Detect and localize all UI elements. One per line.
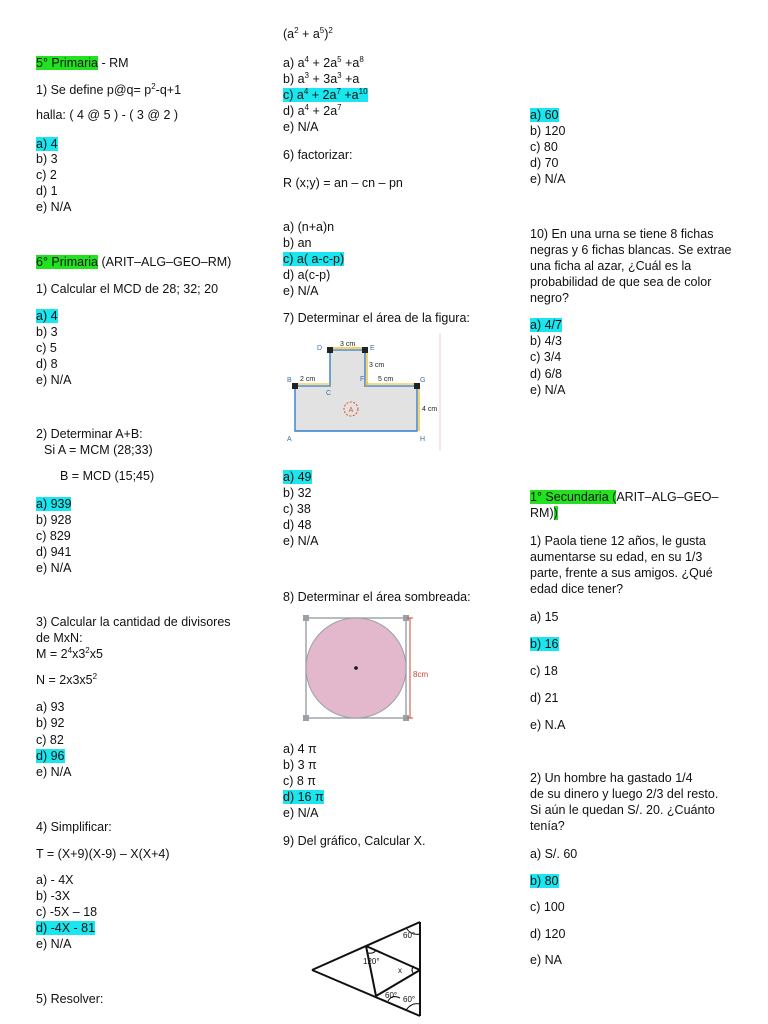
svg-text:F: F — [360, 376, 365, 383]
option: b) $a^3 + 3a^3 +a$ — [283, 70, 360, 86]
option: d) 941 — [36, 545, 72, 559]
question-text: $N = 2x3x5^2$ — [36, 671, 98, 687]
option: e) NA — [530, 953, 562, 967]
question-text: 4) Simplificar: — [36, 820, 112, 834]
option: b) 32 — [283, 486, 312, 500]
option: e) N/A — [530, 383, 566, 397]
option: e) N/A — [283, 284, 319, 298]
question-text: de su dinero y luego 2/3 del resto. — [530, 787, 719, 801]
question-text: negro? — [530, 291, 569, 305]
option: a) 4 — [36, 309, 58, 323]
expression: $(a^2 + a^5)^2$ — [283, 25, 333, 41]
option: d) 96 — [36, 749, 65, 763]
question-text: 3) Calcular la cantidad de divisores — [36, 615, 231, 629]
question-text: 8) Determinar el área sombreada: — [283, 590, 471, 604]
option: b) 3 π — [283, 758, 317, 772]
question-text: 1) Se define p@q= $p^2-q+1$ — [36, 81, 182, 97]
option: a) - 4X — [36, 873, 74, 887]
fig-right-label: 5 cm — [378, 376, 394, 383]
option: b) 16 — [530, 637, 559, 651]
option: a) S/. 60 — [530, 847, 578, 861]
svg-text:G: G — [420, 377, 426, 384]
option: c) 18 — [530, 664, 558, 678]
option: b) 120 — [530, 124, 566, 138]
svg-text:E: E — [370, 345, 375, 352]
question-text: R (x;y) = an – cn – pn — [283, 176, 403, 190]
option: a) $a^4 + 2a^5 +a^8$ — [283, 54, 364, 70]
heading-1-secundaria-cont: RM)) — [530, 506, 558, 520]
option: d) 16 π — [283, 790, 324, 804]
svg-text:D: D — [317, 345, 323, 352]
circle-square-figure — [300, 612, 435, 724]
fig-left-label: 2 cm — [300, 376, 316, 383]
option: a) 60 — [530, 108, 559, 122]
fig-height-label: 4 cm — [422, 406, 438, 413]
svg-text:B: B — [287, 377, 292, 384]
question-text: 7) Determinar el área de la figura: — [283, 311, 470, 325]
option: d) a(c-p) — [283, 268, 331, 282]
option: c) $a^4 + 2a^7 +a^{10}$ — [283, 86, 368, 102]
question-text: Si aún le quedan S/. 20. ¿Cuánto — [530, 803, 715, 817]
option: b) 80 — [530, 874, 559, 888]
question-text: de MxN: — [36, 631, 83, 645]
option: b) 3 — [36, 325, 58, 339]
question-text: halla: ( 4 @ 5 ) - ( 3 @ 2 ) — [36, 108, 179, 122]
option: c) a( a-c-p) — [283, 252, 345, 266]
grade-label: 5° Primaria — [36, 56, 98, 70]
option: c) 82 — [36, 733, 64, 747]
option: a) 4/7 — [530, 318, 562, 332]
option: d) 21 — [530, 691, 559, 705]
option: b) 928 — [36, 513, 72, 527]
question-text: negras y 6 fichas blancas. Se extrae — [530, 243, 732, 257]
option: a) 939 — [36, 497, 72, 511]
svg-text:H: H — [420, 436, 426, 443]
question-text: 2) Determinar A+B: — [36, 427, 143, 441]
question-text: B = MCD (15;45) — [60, 469, 155, 483]
option: c) 100 — [530, 900, 565, 914]
option: a) (n+a)n — [283, 220, 335, 234]
option: c) 2 — [36, 168, 57, 182]
option: d) 48 — [283, 518, 312, 532]
option: c) 8 π — [283, 774, 316, 788]
svg-text:A: A — [287, 436, 292, 443]
svg-text:C: C — [326, 390, 332, 397]
question-text: edad dice tener? — [530, 582, 624, 596]
option: d) 70 — [530, 156, 559, 170]
option: c) 80 — [530, 140, 558, 154]
question-text: Si A = MCM (28;33) — [44, 443, 153, 457]
option: b) -3X — [36, 889, 71, 903]
question-text: aumentarse su edad, en su 1/3 — [530, 550, 703, 564]
option: b) 4/3 — [530, 334, 562, 348]
option: e) N/A — [283, 534, 319, 548]
question-text: parte, frente a sus amigos. ¿Qué — [530, 566, 713, 580]
angle-label: 60° — [403, 931, 416, 940]
option: e) N/A — [36, 561, 72, 575]
option: e) N/A — [36, 200, 72, 214]
option: d) 6/8 — [530, 367, 562, 381]
fig-top-label: 3 cm — [340, 341, 356, 348]
angle-label: 120° — [363, 957, 380, 966]
option: e) N/A — [36, 937, 72, 951]
question-text: 9) Del gráfico, Calcular X. — [283, 834, 426, 848]
question-text: probabilidad de que sea de color — [530, 275, 712, 289]
option: e) N/A — [283, 120, 319, 134]
option: a) 4 — [36, 137, 58, 151]
option: d) 8 — [36, 357, 58, 371]
option: b) an — [283, 236, 312, 250]
option: e) N.A — [530, 718, 566, 732]
option: b) 92 — [36, 716, 65, 730]
question-text: T = (X+9)(X-9) – X(X+4) — [36, 847, 170, 861]
option: a) 93 — [36, 700, 65, 714]
question-text: 1) Calcular el MCD de 28; 32; 20 — [36, 282, 219, 296]
option: c) 829 — [36, 529, 71, 543]
heading-5-primaria — [36, 56, 129, 71]
option: d) 1 — [36, 184, 58, 198]
question-text: 5) Resolver: — [36, 992, 104, 1006]
option: c) 38 — [283, 502, 311, 516]
option: a) 49 — [283, 470, 312, 484]
angle-label: 60° — [403, 995, 416, 1004]
option: c) -5X – 18 — [36, 905, 98, 919]
question-text: 6) factorizar: — [283, 148, 353, 162]
question-text: $M = 2^4x3^2x5$ — [36, 645, 103, 661]
option: c) 5 — [36, 341, 57, 355]
fig-right-top-label: 3 cm — [369, 362, 385, 369]
option: e) N/A — [283, 806, 319, 820]
question-text: 10) En una urna se tiene 8 fichas — [530, 227, 714, 241]
fig-side-label: 8cm — [413, 670, 429, 679]
heading-1-secundaria: 1° Secundaria (ARIT–ALG–GEO– — [530, 490, 719, 504]
question-text: una ficha al azar, ¿Cuál es la — [530, 259, 692, 273]
option: e) N/A — [36, 765, 72, 779]
option: d) 120 — [530, 927, 566, 941]
heading-6-primaria: 6° Primaria (ARIT–ALG–GEO–RM) — [36, 255, 232, 269]
option: b) 3 — [36, 152, 58, 166]
question-text: tenía? — [530, 819, 565, 833]
angle-label: 60° — [385, 991, 398, 1000]
question-text: 1) Paola tiene 12 años, le gusta — [530, 534, 706, 548]
triangle-angles-figure — [308, 918, 428, 1018]
fig-region-label: A — [348, 407, 354, 414]
option: d) -4X - 81 — [36, 921, 96, 935]
option: a) 15 — [530, 610, 559, 624]
option: a) 4 π — [283, 742, 317, 756]
option: d) $a^4 + 2a^7$ — [283, 102, 342, 118]
grade-topics: - RM — [97, 56, 129, 70]
option: c) 3/4 — [530, 350, 562, 364]
t-shape-figure — [283, 333, 443, 451]
angle-x-label: x — [398, 966, 402, 975]
option: e) N/A — [36, 373, 72, 387]
question-text: 2) Un hombre ha gastado 1/4 — [530, 771, 693, 785]
option: e) N/A — [530, 172, 566, 186]
